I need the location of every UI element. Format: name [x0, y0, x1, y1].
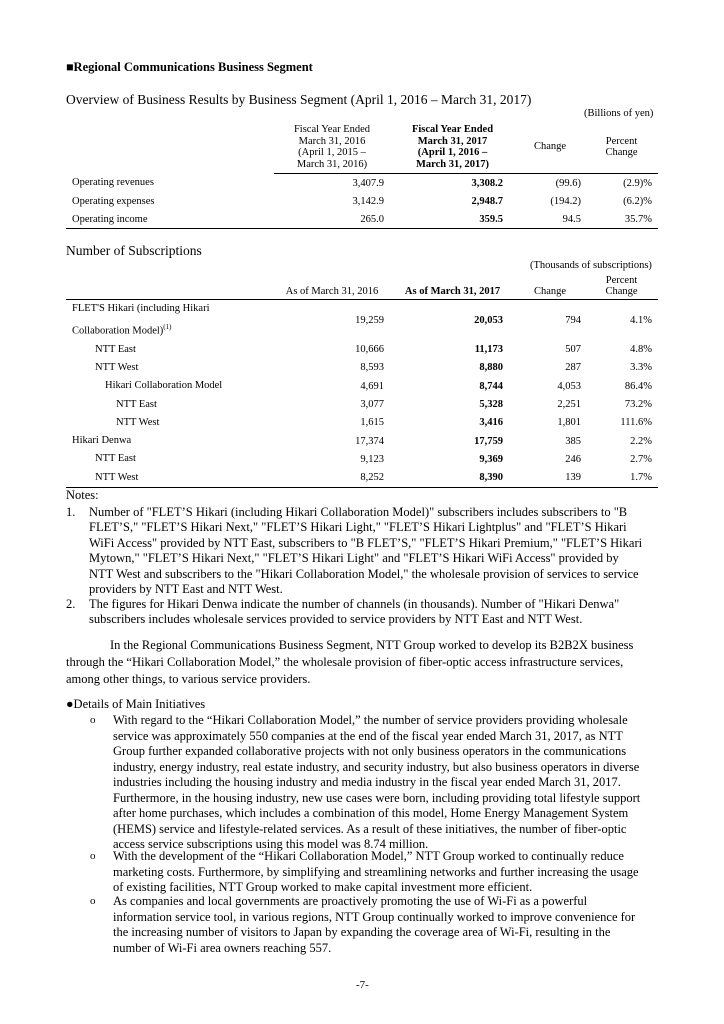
- bullet-circle-icon: o: [90, 850, 96, 862]
- value-prev: 3,142.9: [352, 195, 384, 207]
- table-row: [66, 341, 658, 359]
- value-prev: 3,077: [360, 399, 384, 411]
- value-prev: 8,593: [360, 362, 384, 374]
- subscriptions-table: [66, 275, 658, 488]
- value-percent: 2.7%: [630, 453, 652, 465]
- section-title: ■Regional Communications Business Segment: [66, 60, 313, 74]
- value-change: 1,801: [557, 417, 581, 429]
- row-label: Hikari Denwa: [72, 435, 132, 447]
- value-curr: 359.5: [479, 213, 503, 225]
- table-row: [66, 469, 658, 488]
- note-text: The figures for Hikari Denwa indicate the number of channels (in thousands). Number of "Hikari Denwa" subscribers includes wholesale services provided to service providers by NTT East and NTT West.: [89, 597, 620, 627]
- overview-table: [66, 124, 658, 229]
- bullet-text: With the development of the “Hikari Collaboration Model,” NTT Group worked to continually reduce marketing costs. Furthermore, by simplifying and streamlining networks and further increasing the usage of existing facilities, NTT Group worked to make capital investment more efficient.: [113, 849, 639, 894]
- value-change: 139: [515, 469, 585, 488]
- header-curr-year: Fiscal Year Ended March 31, 2017 (April 1, 2016 – March 31, 2017): [390, 124, 515, 174]
- table-row: [66, 450, 658, 468]
- note-text: Number of "FLET’S Hikari (including Hikari Collaboration Model)" subscribers includes subscribers to "B FLET’S," "FLET’S Hikari Next," "FLET’S Hikari Light," "FLET’S Hikari Lightplus" and "FLET’S Hikari WiFi Access" provided by NTT East, subscribers to "B FLET’S," "FLET’S Hikari Premium," "FLET’S Hikari Mytown," "FLET’S Hikari Next," "FLET’S Hikari Light" and "FLET’S Hikari WiFi Access" provided by NTT West and subscribers to the "Hikari Collaboration Model," the wholesale provision of services to service providers by NTT East and NTT West.: [89, 505, 643, 597]
- value-curr: 9,369: [479, 453, 503, 465]
- page-number: -7-: [356, 979, 369, 991]
- note-item: [66, 597, 660, 628]
- note-number: 1.: [66, 505, 76, 519]
- value-change: (194.2): [550, 195, 581, 207]
- header-prev-date: As of March 31, 2016: [274, 275, 390, 300]
- header-percent-change: Percent Change: [585, 124, 658, 174]
- value-change: 385: [565, 435, 581, 447]
- row-label: NTT East: [116, 398, 157, 410]
- value-prev: 8,252: [274, 469, 390, 488]
- subscriptions-units: (Thousands of subscriptions): [530, 260, 652, 271]
- value-percent: 4.8%: [630, 344, 652, 356]
- row-label: FLET'S Hikari (including Hikari Collaboration Model)$^{(1)}$: [66, 300, 274, 341]
- value-percent: (6.2)%: [623, 195, 652, 207]
- row-label: NTT West: [116, 416, 160, 428]
- value-percent: 2.2%: [630, 435, 652, 447]
- value-percent: (2.9)%: [623, 177, 652, 189]
- value-change: 246: [565, 453, 581, 465]
- list-item: [90, 849, 660, 896]
- value-percent: 73.2%: [624, 399, 652, 411]
- row-label: NTT East: [95, 453, 136, 465]
- list-item: [90, 713, 660, 853]
- bullet-text: With regard to the “Hikari Collaboration Model,” the number of service providers providing wholesale service was approximately 550 companies at the end of the fiscal year ended March 31, 2017, as NTT Group further expanded collaborative projects with not only business operators in the communications industry, energy industry, real estate industry, and security industry, but also business operators in diverse industries including the housing industry and media industry in the fiscal year ended March 31, 2017. Furthermore, in the housing industry, new use cases were born, including providing total lifestyle support after home purchases, which includes a combination of this model, Home Energy Management System (HEMS) service and lifestyle-related services. As a result of these initiatives, the number of fiber-optic access service subscriptions using this model was 8.74 million.: [113, 713, 641, 851]
- header-blank: [66, 275, 274, 300]
- value-prev: 4,691: [360, 380, 384, 392]
- value-percent: 3.3%: [630, 362, 652, 374]
- value-prev: 265.0: [360, 213, 384, 225]
- value-prev: 3,407.9: [352, 177, 384, 189]
- table-row: [66, 377, 658, 395]
- overview-title: Overview of Business Results by Business Segment (April 1, 2016 – March 31, 2017): [66, 92, 532, 107]
- row-label: NTT West: [66, 469, 274, 488]
- value-curr: 8,880: [479, 362, 503, 374]
- details-heading: ●Details of Main Initiatives: [66, 697, 206, 711]
- value-change: 2,251: [557, 399, 581, 411]
- table-row: [66, 174, 658, 193]
- note-number: 2.: [66, 597, 76, 611]
- body-paragraph: In the Regional Communications Business Segment, NTT Group worked to develop its B2B2X business through the “Hikari Collaboration Model,” the wholesale provision of fiber-optic access infrastructure services, among other things, to various service providers.: [66, 638, 634, 686]
- header-change: Change: [515, 124, 585, 174]
- value-prev: 19,259: [274, 300, 390, 341]
- value-curr: 3,308.2: [471, 177, 503, 189]
- value-curr: 8,390: [390, 469, 515, 488]
- value-curr: 8,744: [479, 380, 503, 392]
- value-curr: 20,053: [390, 300, 515, 341]
- header-curr-date: As of March 31, 2017: [390, 275, 515, 300]
- value-prev: 10,666: [355, 344, 384, 356]
- table-row: [66, 210, 658, 229]
- bullet-circle-icon: o: [90, 714, 96, 726]
- value-curr: 3,416: [479, 417, 503, 429]
- header-percent-change: Percent Change: [585, 275, 658, 300]
- row-label: NTT West: [95, 361, 139, 373]
- notes-heading: Notes:: [66, 488, 99, 502]
- value-change: 794: [515, 300, 585, 341]
- header-prev-year: Fiscal Year Ended March 31, 2016 (April 1, 2015 – March 31, 2016): [274, 124, 390, 174]
- value-percent: 111.6%: [620, 417, 652, 429]
- value-change: (99.6): [555, 177, 581, 189]
- table-row: [66, 432, 658, 450]
- value-curr: 11,173: [474, 344, 503, 356]
- table-header-row: [66, 275, 658, 300]
- value-change: 94.5: [562, 213, 581, 225]
- table-row: [66, 192, 658, 210]
- value-percent: 35.7%: [624, 213, 652, 225]
- value-prev: 17,374: [355, 435, 384, 447]
- list-item: [90, 894, 660, 956]
- row-label: Hikari Collaboration Model: [105, 380, 223, 392]
- value-change: 287: [565, 362, 581, 374]
- row-label: Operating income: [72, 213, 148, 225]
- table-row: [66, 395, 658, 413]
- value-percent: 86.4%: [624, 380, 652, 392]
- header-change: Change: [515, 275, 585, 300]
- value-percent: 1.7%: [585, 469, 658, 488]
- subscriptions-title: Number of Subscriptions: [66, 243, 202, 258]
- value-curr: 2,948.7: [471, 195, 503, 207]
- value-percent: 4.1%: [585, 300, 658, 341]
- value-curr: 5,328: [479, 399, 503, 411]
- table-header-row: [66, 124, 658, 174]
- bullet-text: As companies and local governments are proactively promoting the use of Wi-Fi as a powerful information service tool, in various regions, NTT Group continually worked to improve convenience for the increasing number of visitors to Japan by expanding the coverage area of Wi-Fi, resulting in the number of Wi-Fi area owners reaching 557.: [113, 894, 636, 955]
- row-label: Operating expenses: [72, 195, 155, 207]
- bullet-circle-icon: o: [90, 895, 96, 907]
- table-row: [66, 359, 658, 377]
- row-label: NTT East: [95, 343, 136, 355]
- overview-units: (Billions of yen): [584, 108, 654, 119]
- note-item: [66, 505, 660, 597]
- value-curr: 17,759: [474, 435, 503, 447]
- value-prev: 9,123: [360, 453, 384, 465]
- header-blank: [66, 124, 274, 174]
- row-label: Operating revenues: [72, 177, 154, 189]
- value-change: 507: [565, 344, 581, 356]
- table-row: [66, 414, 658, 432]
- footnote-ref: (1): [163, 323, 172, 331]
- value-change: 4,053: [557, 380, 581, 392]
- table-row: [66, 300, 658, 341]
- value-prev: 1,615: [360, 417, 384, 429]
